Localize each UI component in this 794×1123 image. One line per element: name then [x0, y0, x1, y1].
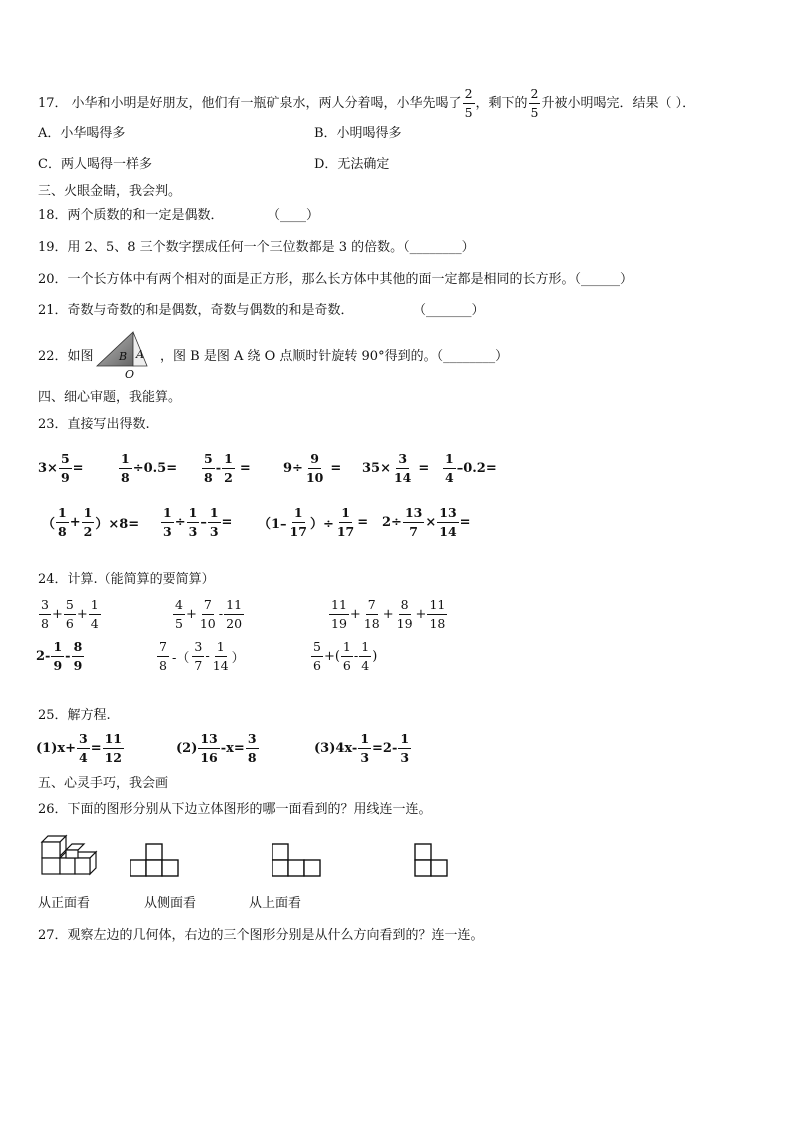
q18-answer-blank[interactable]: （____）	[267, 208, 320, 223]
section-4-heading: 四、细心审题，我能算。	[38, 390, 182, 405]
q23-expr-1: 3× $\frac{5}{9}$ =	[38, 451, 84, 485]
q26-view-shape-3	[414, 843, 450, 877]
figure-label-b: B	[119, 350, 128, 363]
q22-rotation-figure	[95, 330, 157, 382]
q17-text-pre: 小华和小明是好朋友，他们有一瓶矿泉水，两人分着喝，小华先喝了	[71, 95, 462, 111]
q17-option-d[interactable]: D．无法确定	[314, 157, 390, 172]
q23-expr-6: 1 4 –0.2=	[445, 451, 497, 485]
q23-expr-5: 35× $\frac{3}{14}$ =	[362, 451, 430, 485]
section-5-heading: 五、心灵手巧，我会画	[38, 776, 169, 791]
q22-text-pre: 22．如图	[38, 349, 94, 364]
q26-label-side: 从侧面看	[144, 896, 197, 911]
q24-expr-2: 4 5 + $\frac{7}{10}$ - 11 20	[175, 597, 243, 631]
q19-text: 19．用 2、5、8 三个数字摆成任何一个三位数都是 3 的倍数。（________）	[38, 240, 475, 255]
q25-title: 25．解方程.	[38, 708, 111, 723]
q17-text-post: 升被小明喝完．结果（ ）．	[541, 95, 696, 111]
q25-equation-2: (2) 13 16 -x= $\frac{3}{8}$	[176, 731, 257, 765]
q23-expr-8: $\frac{1}{3}$ ÷ $\frac{1}{3}$ – $\frac{1}{3}$ =	[163, 505, 233, 539]
q17-option-a[interactable]: A．小华喝得多	[38, 126, 126, 141]
q20-text: 20．一个长方体中有两个相对的面是正方形，那么长方体中其他的面一定都是相同的长方形。（______）	[38, 272, 634, 287]
section-3-heading: 三、火眼金睛，我会判。	[38, 184, 182, 199]
q17-text-mid: ，剩下的	[475, 95, 528, 111]
q24-expr-1: 3 8 + $\frac{5}{6}$ + $\frac{1}{4}$	[41, 597, 99, 631]
q26-label-front: 从正面看	[38, 896, 91, 911]
figure-label-o: O	[125, 368, 135, 381]
q26-view-shape-1	[130, 843, 180, 877]
q26-view-shape-2	[272, 843, 322, 877]
q23-title: 23．直接写出得数.	[38, 417, 150, 432]
figure-b-triangle	[97, 332, 133, 366]
q21-answer-blank[interactable]: （_______）	[413, 303, 485, 318]
q25-equation-3: (3)4x- $\frac{1}{3}$ =2- 1 3	[314, 731, 410, 765]
q24-expr-5: 7 8 -（ 3 7 - 1 14 ）	[159, 639, 245, 673]
q17-fraction-1: 2 5	[464, 86, 473, 120]
q17-stem	[38, 87, 695, 120]
q25-equation-1: (1)x+ $\frac{3}{4}$ = $\frac{11}{12}$	[36, 731, 123, 765]
q17-number: 17．	[38, 95, 68, 111]
q18-text: 18．两个质数的和一定是偶数．	[38, 208, 224, 223]
q24-expr-6: 5 6 +( 1 6 - 1 4 )	[313, 639, 378, 673]
q26-title: 26．下面的图形分别从下边立体图形的哪一面看到的？用线连一连。	[38, 802, 432, 817]
q24-expr-4: 2- 1 9 - 8 9	[36, 639, 83, 673]
q26-label-top: 从上面看	[249, 896, 302, 911]
q23-expr-3: 5 8 - $\frac{1}{2}$ =	[204, 451, 251, 485]
q26-3d-solid	[38, 828, 102, 878]
q24-expr-3: 11 19 + $\frac{7}{18}$ + $\frac{8}{19}$ + $\frac{11}{18}$	[331, 597, 446, 631]
q17-fraction-2: 2 5	[530, 86, 539, 120]
q17-option-b[interactable]: B．小明喝得多	[314, 126, 402, 141]
q21-text: 21．奇数与奇数的和是偶数，奇数与偶数的和是奇数．	[38, 303, 354, 318]
q23-expr-2: $\frac{1}{8}$ ÷0.5=	[121, 451, 178, 485]
q23-expr-4: 9÷ $\frac{9}{10}$ =	[283, 451, 342, 485]
q23-expr-7: （ 1 8 + $\frac{1}{2}$ ）×8=	[42, 505, 140, 539]
q23-expr-9: （1– 1 17 ）÷ $\frac{1}{17}$ =	[258, 505, 369, 539]
q17-option-c[interactable]: C．两人喝得一样多	[38, 157, 152, 172]
q22-text-post: ，图 B 是图 A 绕 O 点顺时针旋转 90°得到的。（________）	[160, 349, 509, 364]
q27-title: 27．观察左边的几何体，右边的三个图形分别是从什么方向看到的？连一连。	[38, 928, 484, 943]
figure-label-a: A	[136, 348, 144, 361]
q23-expr-10: 2÷ $\frac{13}{7}$ × $\frac{13}{14}$ =	[382, 505, 471, 539]
q24-title: 24．计算.（能简算的要简算）	[38, 572, 215, 587]
